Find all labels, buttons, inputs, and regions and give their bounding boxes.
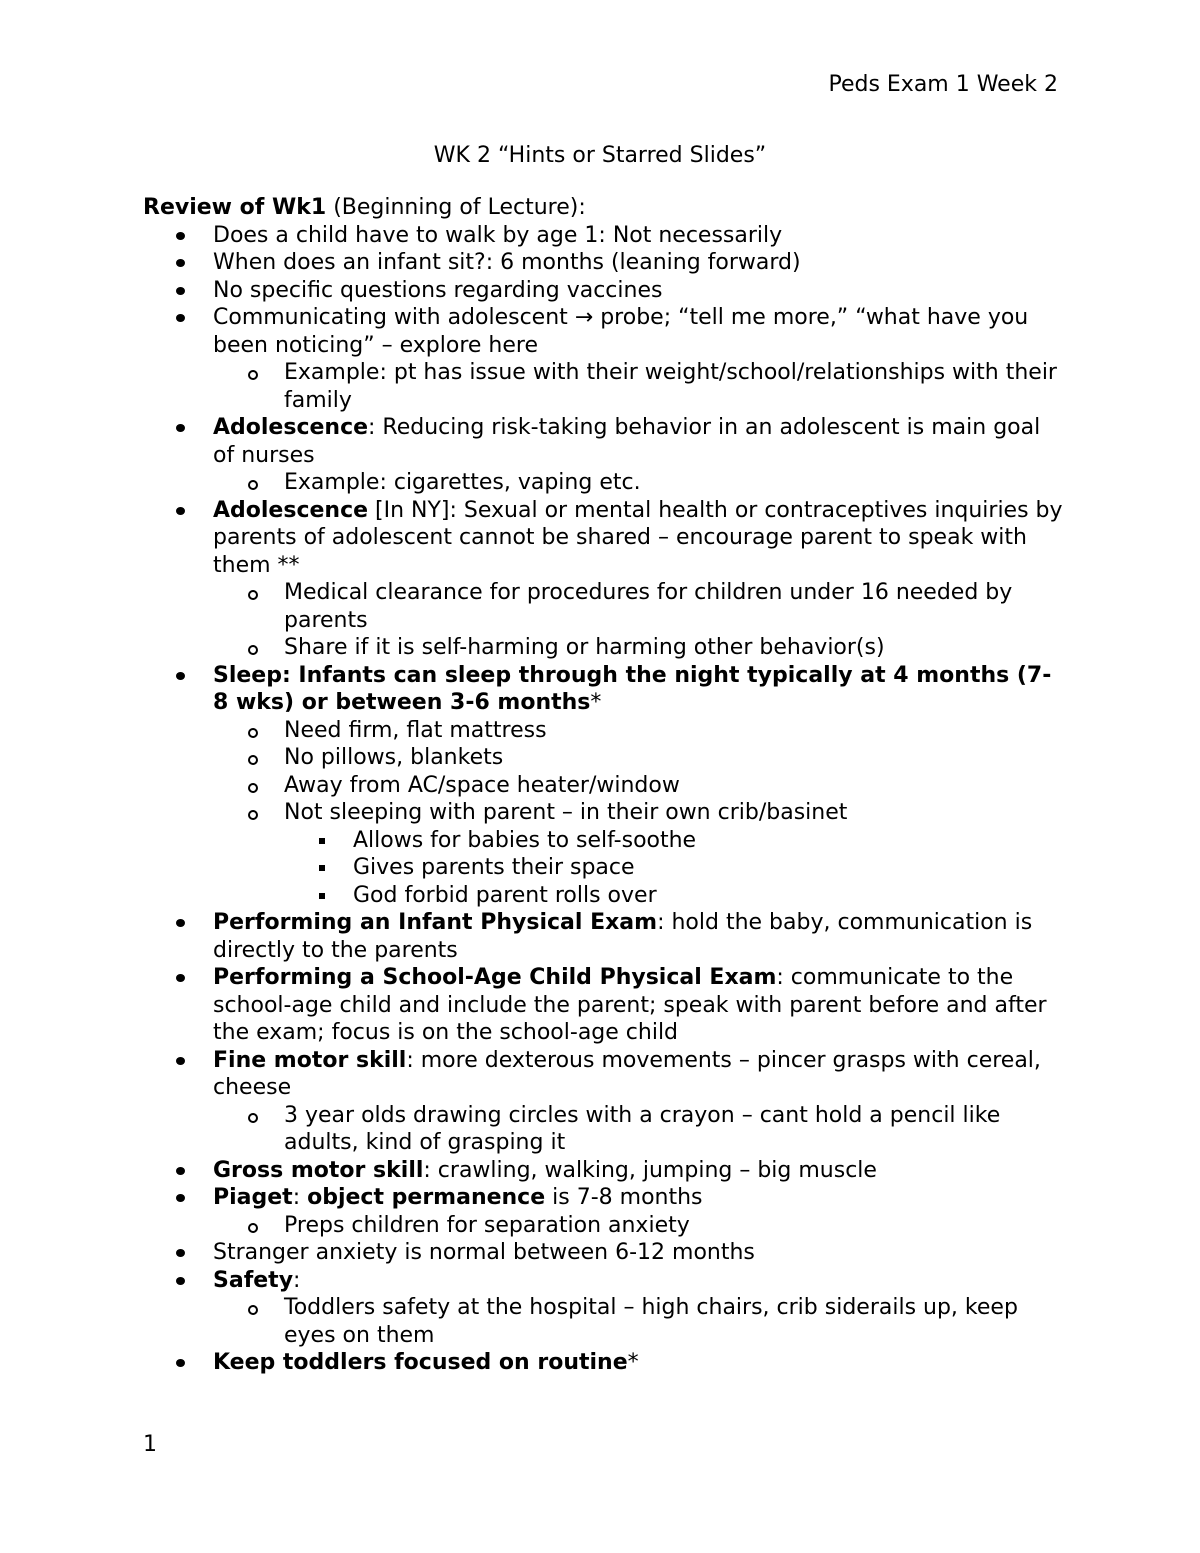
list-item-text xyxy=(353,855,635,880)
bullet-circle-icon xyxy=(245,1212,275,1240)
item-text: * xyxy=(590,690,602,715)
sub-list xyxy=(284,827,1063,910)
list-item-text xyxy=(213,910,1032,963)
list-item xyxy=(143,1157,1063,1185)
sub-list xyxy=(213,1212,1063,1240)
bullet-dot-icon xyxy=(172,414,202,442)
sub-list xyxy=(213,579,1063,662)
list-item-text xyxy=(284,745,503,770)
bold-term: Safety xyxy=(213,1267,294,1293)
list-item xyxy=(143,277,1063,305)
bullet-dot-icon xyxy=(172,497,202,525)
list-item-text xyxy=(213,305,1028,358)
sub-sub-list-item xyxy=(284,882,1063,910)
bold-term: Adolescence xyxy=(213,497,369,523)
item-text: : Reducing risk-taking behavior in an adolescent is main goal of nurses xyxy=(213,415,1041,468)
list-item-text xyxy=(213,223,782,248)
list-item-text xyxy=(284,1213,690,1238)
item-text: Gives parents their space xyxy=(353,855,635,880)
list-item xyxy=(143,1349,1063,1377)
bullet-circle-icon xyxy=(245,634,275,662)
bullet-dot-icon xyxy=(172,662,202,690)
bold-term: Performing a School-Age Child Physical Exam xyxy=(213,965,777,990)
item-text: : more dexterous movements – pincer grasps with cereal, cheese xyxy=(213,1047,1041,1100)
sub-list-item xyxy=(213,469,1063,497)
bullet-circle-icon xyxy=(245,579,275,607)
list-item-text xyxy=(213,415,1040,468)
list-item-text xyxy=(213,250,801,275)
list-item-text xyxy=(284,1295,1018,1348)
sub-list xyxy=(213,1102,1063,1157)
list-item-text xyxy=(213,1185,703,1210)
document-body xyxy=(143,194,1063,1377)
list-item-text xyxy=(213,663,1051,716)
bullet-dot-icon xyxy=(172,222,202,250)
sub-list-item xyxy=(213,799,1063,909)
bold-term: Keep toddlers focused on routine xyxy=(213,1350,628,1375)
sub-list xyxy=(213,469,1063,497)
list-item-text xyxy=(284,470,641,495)
list-item xyxy=(143,304,1063,414)
bullet-dot-icon xyxy=(172,249,202,277)
bold-term: Adolescence xyxy=(213,415,369,440)
bullet-circle-icon xyxy=(245,1102,275,1130)
item-text: Share if it is self-harming or harming other behavior(s) xyxy=(284,635,885,660)
list-item xyxy=(143,1267,1063,1350)
list-item xyxy=(143,964,1063,1047)
sub-sub-list-item xyxy=(284,854,1063,882)
sub-list-item xyxy=(213,1294,1063,1349)
item-text: Toddlers safety at the hospital – high chairs, crib siderails up, keep eyes on them xyxy=(284,1295,1018,1348)
item-text: Example: cigarettes, vaping etc. xyxy=(284,470,641,495)
bullet-square-icon xyxy=(316,827,346,855)
bold-term: Gross motor skill xyxy=(213,1157,424,1183)
bullet-circle-icon xyxy=(245,717,275,745)
bold-term: Performing an Infant Physical Exam xyxy=(213,910,658,935)
document-title: WK 2 “Hints or Starred Slides” xyxy=(433,143,767,168)
list-item xyxy=(143,662,1063,910)
item-text: Example: pt has issue with their weight/school/relationships with their family xyxy=(284,360,1057,413)
list-item-text xyxy=(284,773,680,798)
item-text: God forbid parent rolls over xyxy=(353,882,657,908)
list-item xyxy=(143,1047,1063,1157)
bullet-circle-icon xyxy=(245,359,275,387)
bullet-circle-icon xyxy=(245,744,275,772)
list-item-text xyxy=(353,828,696,853)
sub-sub-list-item xyxy=(284,827,1063,855)
item-text: Does a child have to walk by age 1: Not necessarily xyxy=(213,222,783,248)
sub-list xyxy=(213,1294,1063,1349)
list-item-text xyxy=(284,718,547,743)
sub-list-item xyxy=(213,359,1063,414)
sub-list-item xyxy=(213,579,1063,634)
section-heading xyxy=(143,194,1063,222)
item-text: Communicating with adolescent → probe; “tell me more,” “what have you been noticing” – explore here xyxy=(213,305,1029,358)
section-heading-rest: (Beginning of Lecture): xyxy=(326,195,586,220)
list-item xyxy=(143,249,1063,277)
item-text: : crawling, walking, jumping – big muscle xyxy=(423,1157,877,1183)
list-item-text xyxy=(284,800,847,825)
bullet-dot-icon xyxy=(172,964,202,992)
list-item-text xyxy=(353,883,657,908)
list-item-text xyxy=(213,965,1047,1045)
bullet-square-icon xyxy=(316,882,346,910)
bullet-circle-icon xyxy=(245,772,275,800)
list-item-text xyxy=(213,1268,300,1293)
bullet-dot-icon xyxy=(172,909,202,937)
item-text: : communicate to the school-age child and include the parent; speak with parent before and after the exam; focus is on the school-age child xyxy=(213,965,1047,1045)
bullet-dot-icon xyxy=(172,1239,202,1267)
list-item-text xyxy=(284,360,1057,413)
sub-list-item xyxy=(213,744,1063,772)
bullet-dot-icon xyxy=(172,304,202,332)
bullet-list xyxy=(143,222,1063,1377)
bullet-dot-icon xyxy=(172,1349,202,1377)
list-item-text xyxy=(284,635,885,660)
bullet-dot-icon xyxy=(172,1184,202,1212)
item-text: Not sleeping with parent – in their own crib/basinet xyxy=(284,800,848,825)
item-text: * xyxy=(627,1350,639,1375)
item-text: Preps children for separation anxiety xyxy=(284,1212,690,1238)
bold-term: Fine motor skill xyxy=(213,1047,407,1073)
list-item xyxy=(143,414,1063,497)
sub-list-item xyxy=(213,772,1063,800)
item-text: 3 year olds drawing circles with a crayon – cant hold a pencil like adults, kind of grasping it xyxy=(284,1102,1001,1155)
bullet-dot-icon xyxy=(172,1047,202,1075)
list-item xyxy=(143,497,1063,662)
sub-list-item xyxy=(213,1212,1063,1240)
list-item xyxy=(143,1239,1063,1267)
sub-list-item xyxy=(213,1102,1063,1157)
bullet-dot-icon xyxy=(172,277,202,305)
list-item-text xyxy=(213,278,662,303)
list-item-text xyxy=(213,1350,639,1375)
item-text: : xyxy=(293,1267,301,1293)
list-item xyxy=(143,909,1063,964)
item-text: No pillows, blankets xyxy=(284,745,504,770)
bold-term: Piaget xyxy=(213,1185,293,1210)
bullet-dot-icon xyxy=(172,1267,202,1295)
sub-list xyxy=(213,359,1063,414)
bullet-square-icon xyxy=(316,854,346,882)
list-item-text xyxy=(213,1048,1041,1101)
bullet-circle-icon xyxy=(245,469,275,497)
sub-list-item xyxy=(213,634,1063,662)
bullet-circle-icon xyxy=(245,799,275,827)
item-text: Allows for babies to self-soothe xyxy=(353,827,697,853)
bold-term: object permanence xyxy=(307,1185,546,1210)
sub-list-item xyxy=(213,717,1063,745)
item-text: Stranger anxiety is normal between 6-12 months xyxy=(213,1240,755,1265)
list-item-text xyxy=(213,1158,877,1183)
bullet-dot-icon xyxy=(172,1157,202,1185)
item-text: No specific questions regarding vaccines xyxy=(213,277,663,303)
item-text: When does an infant sit?: 6 months (leaning forward) xyxy=(213,250,801,275)
item-text: is 7-8 months xyxy=(545,1185,703,1210)
list-item xyxy=(143,222,1063,250)
sub-list xyxy=(213,717,1063,910)
list-item-text xyxy=(284,580,1012,633)
item-text: Medical clearance for procedures for children under 16 needed by parents xyxy=(284,580,1013,633)
bullet-circle-icon xyxy=(245,1294,275,1322)
running-header: Peds Exam 1 Week 2 xyxy=(828,72,1058,97)
list-item-text xyxy=(284,1103,1000,1156)
item-text: [In NY]: Sexual or mental health or contraceptives inquiries by parents of adolescent cannot be shared – encourage parent to speak with them ** xyxy=(213,497,1063,578)
list-item-text xyxy=(213,498,1063,578)
item-text: Need firm, flat mattress xyxy=(284,717,547,743)
item-text: : xyxy=(292,1185,308,1210)
item-text: : hold the baby, communication is directly to the parents xyxy=(213,910,1033,963)
list-item-text xyxy=(213,1240,755,1265)
item-text: Away from AC/space heater/window xyxy=(284,772,680,798)
page-number: 1 xyxy=(143,1432,157,1457)
bold-term: Sleep: Infants can sleep through the night typically at 4 months (7-8 wks) or between 3-6 months xyxy=(213,662,1052,715)
list-item xyxy=(143,1184,1063,1239)
section-heading-bold: Review of Wk1 xyxy=(143,195,327,220)
